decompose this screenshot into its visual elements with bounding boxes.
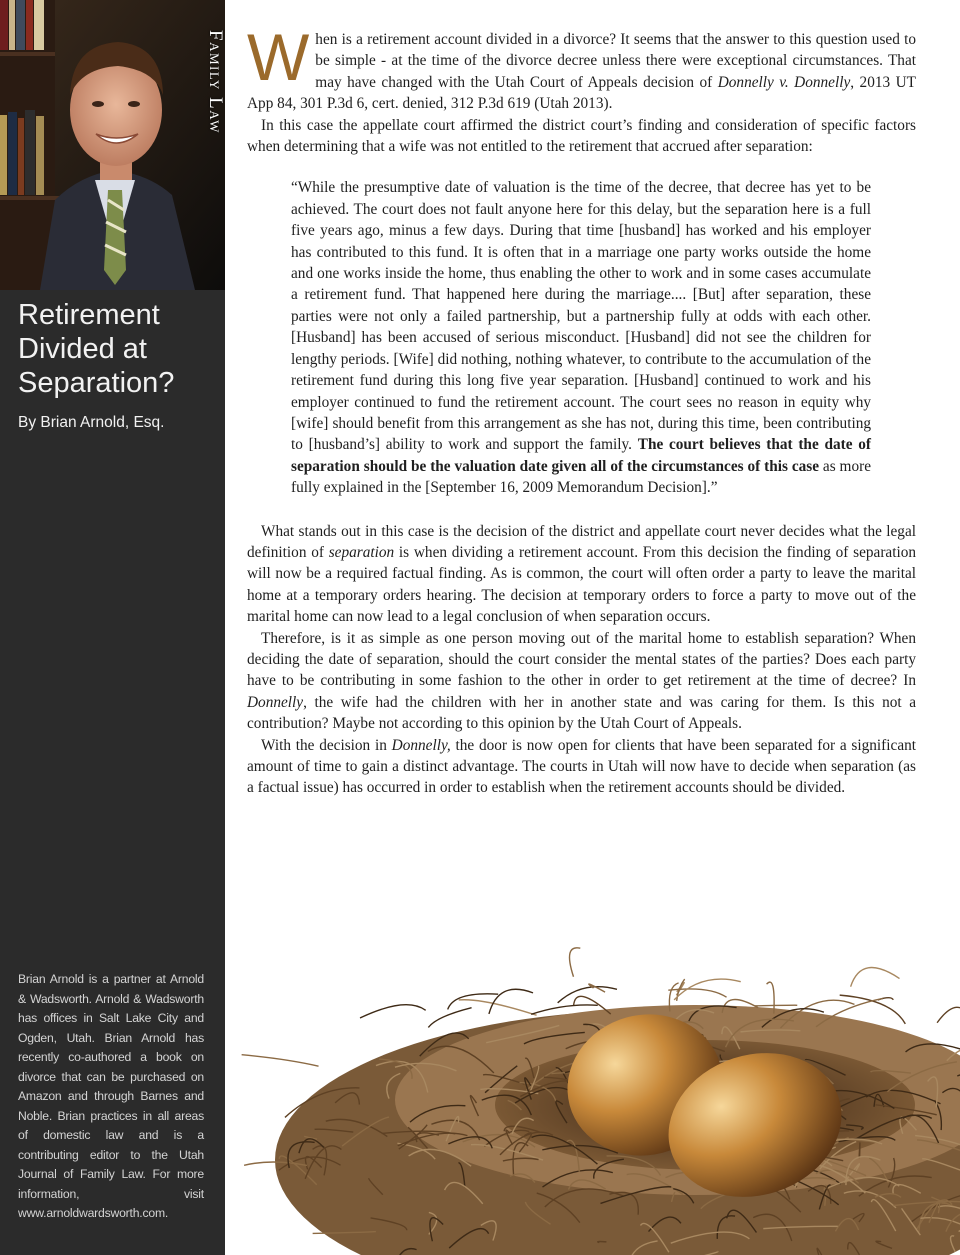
paragraph-4-text-a: Therefore, is it as simple as one person moving out of the marital home to establish separation? When deciding the date of separation, should the court consider the mental states of the parties? Does each party have to be contributing in some fashion to the other in order to get retirement at the time of decree? In (247, 629, 916, 690)
paragraph-5-text-a: With the decision in (261, 736, 392, 754)
author-photo (0, 0, 225, 290)
section-label: Family Law (205, 30, 226, 134)
quote-text-b: as more fully explained in the [September 16, 2009 Memorandum Decision].” (291, 457, 871, 497)
paragraph-3-text-a: What stands out in this case is the decision of the district and appellate court never decides what the legal definition of (247, 522, 916, 561)
paragraph-5 (247, 735, 916, 799)
author-bio: Brian Arnold is a partner at Arnold & Wadsworth. Arnold & Wadsworth has offices in Salt Lake City and Ogden, Utah. Brian Arnold has recently co-authored a book on divorce that can be purchased on Amazon and through Barnes and Noble. Brian practices in all areas of domestic law and is a contributing editor to the Utah Journal of Family Law. For more information, visit www.arnoldwardsworth.com. (18, 972, 204, 1220)
paragraph-4 (247, 628, 916, 735)
quote-bold-text: The court believes that the date of separation should be the valuation date given all of the circumstances of this case (291, 436, 871, 475)
nest-egg-image (225, 830, 960, 1255)
paragraph-1 (247, 20, 916, 115)
article-headline: Retirement Divided at Separation? (18, 299, 175, 399)
paragraph-1-text-b: , 2013 UT App 84, 301 P.3d 6, cert. denied, 312 P.3d 619 (Utah 2013). (247, 73, 916, 113)
drop-cap: W (247, 20, 310, 94)
sidebar (0, 0, 225, 1255)
article-body (247, 20, 917, 799)
byline: By Brian Arnold, Esq. (18, 414, 165, 431)
paragraph-3-text-b: is when dividing a retirement account. From this decision the finding of separation will now be a required factual finding. As is common, the court will often order a party to leave the marital home at a temporary orders hearing. The decision at temporary orders to force a party to move out of the marital home can now lead to a legal conclusion of when separation occurs. (247, 543, 917, 626)
paragraph-3 (247, 521, 916, 628)
paragraph-4-text-b: , the wife had the children with her in another state and was caring for them. Is this not a contribution? Maybe not according to this opinion by the Utah Court of Appeals. (247, 693, 916, 733)
case-short-name-2: Donnelly, (391, 736, 451, 754)
separation-term: separation (328, 543, 395, 561)
case-name: Donnelly v. Donnelly (717, 73, 851, 91)
quote-text-a: “While the presumptive date of valuation is the time of the decree, that decree has yet to be achieved. The court does not fault anyone here for this delay, but the separation here is a full five years ago, minus a few days. During that time [husband] has worked and his employer has contributed to this fund. It is often that in a marriage one party works outside the home and one works inside the home, thus enabling the other to work and in some cases accumulate a retirement fund. That happened here during the marriage.... [But] after separation, these parties were not only a failed partnership, but a partnership fully at odds with each other. [Husband] has been accused of serious misconduct. [Husband] did not see the children for lengthy periods. [Wife] did nothing, nothing whatever, to contribute to the accumulation of the retirement fund during this long five year separation. [Husband] continued to work and his employer continued to fund the retirement account. The court sees no reason in equity why [wife] should benefit from this arrangement as she has not, during this time, been contributing to [husband’s] ability to work and support the family. (291, 179, 871, 454)
paragraph-1-text-a: hen is a retirement account divided in a divorce? It seems that the answer to this question used to be simple - at the time of the divorce decree unless there were exceptional circumstances. That may have changed with the Utah Court of Appeals decision of (315, 31, 916, 91)
paragraph-5-text-b: the door is now open for clients that have been separated for a significant amount of time to gain a distinct advantage. The courts in Utah will now have to decide when separation (as a factual issue) has occurred in order to establish when the retirement accounts should be divided. (247, 736, 917, 797)
case-short-name: Donnelly (247, 693, 304, 711)
court-quote (291, 177, 871, 498)
paragraph-2: In this case the appellate court affirmed the district court’s finding and consideration of specific factors when determining that a wife was not entitled to the retirement that accrued after separation: (247, 116, 916, 156)
